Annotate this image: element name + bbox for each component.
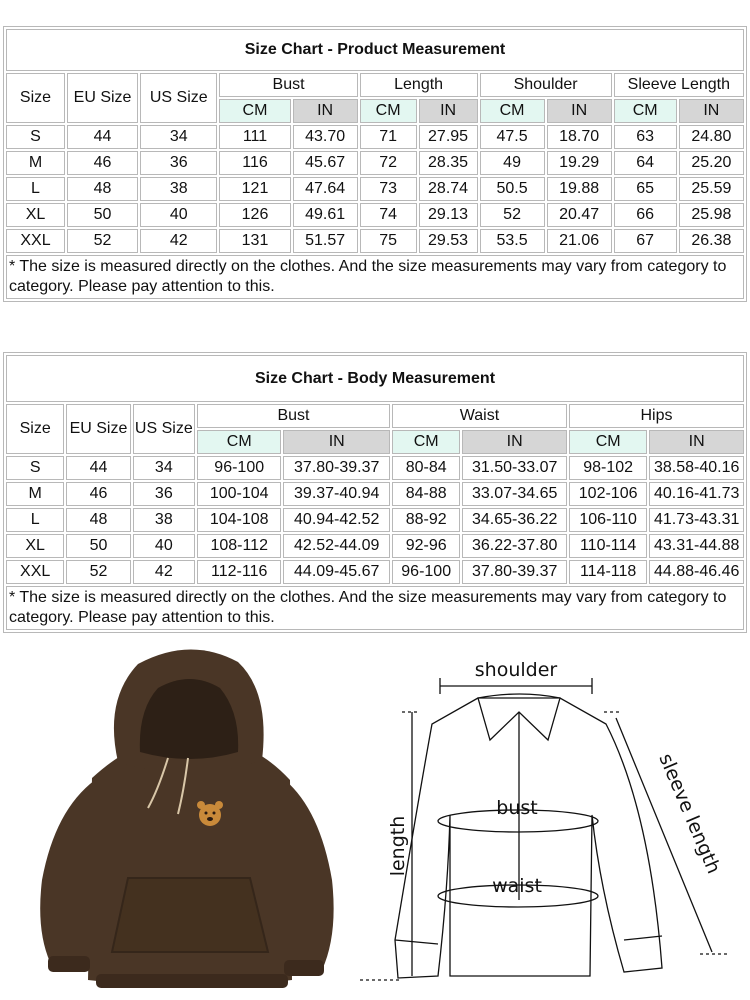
- table-cell: 75: [360, 229, 417, 253]
- table-cell: 84-88: [392, 482, 460, 506]
- table-cell: 44.88-46.46: [649, 560, 744, 584]
- table-row: [6, 229, 744, 253]
- table-cell: 43.31-44.88: [649, 534, 744, 558]
- table-cell: 24.80: [679, 125, 744, 149]
- table-cell: 28.35: [419, 151, 478, 175]
- group-header-hips: Hips: [569, 404, 744, 428]
- table-cell: 74: [360, 203, 417, 227]
- table-cell: 96-100: [392, 560, 460, 584]
- table-cell: 52: [67, 229, 138, 253]
- table-cell: 40.16-41.73: [649, 482, 744, 506]
- sleeve-length-label: sleeve length: [654, 750, 725, 877]
- table-cell: 100-104: [197, 482, 281, 506]
- table-cell: 72: [360, 151, 417, 175]
- table-cell: 43.70: [293, 125, 358, 149]
- table-cell: 18.70: [547, 125, 612, 149]
- table-row: [6, 508, 744, 532]
- table-cell: M: [6, 151, 65, 175]
- hoodie-product-image: [40, 649, 333, 988]
- col-header-size: Size: [6, 404, 64, 454]
- group-header-shoulder: Shoulder: [480, 73, 612, 97]
- table-cell: 110-114: [569, 534, 647, 558]
- bust-label: bust: [496, 797, 538, 819]
- table-cell: 50: [67, 203, 138, 227]
- table-cell: 38: [133, 508, 195, 532]
- table-cell: 46: [66, 482, 130, 506]
- product-measurement-table: [3, 26, 747, 302]
- illustration-area: [0, 640, 750, 1000]
- table-cell: XL: [6, 534, 64, 558]
- table-cell: XL: [6, 203, 65, 227]
- unit-in-header: IN: [293, 99, 358, 123]
- measurement-diagram: [360, 678, 730, 980]
- table-cell: 40: [133, 534, 195, 558]
- table-cell: 106-110: [569, 508, 647, 532]
- table-row: [6, 482, 744, 506]
- table-cell: 96-100: [197, 456, 281, 480]
- table-cell: 44: [67, 125, 138, 149]
- unit-in-header: IN: [679, 99, 744, 123]
- unit-in-header: IN: [649, 430, 744, 454]
- table-cell: 48: [66, 508, 130, 532]
- table-cell: 29.13: [419, 203, 478, 227]
- unit-cm-header: CM: [360, 99, 417, 123]
- table-cell: 65: [614, 177, 677, 201]
- table-row: [6, 151, 744, 175]
- body-table-note: * The size is measured directly on the clothes. And the size measurements may vary from category to category. Please pay attention to this.: [6, 586, 744, 630]
- table-cell: 114-118: [569, 560, 647, 584]
- table-cell: 34: [140, 125, 217, 149]
- table-row: [6, 177, 744, 201]
- table-cell: 47.64: [293, 177, 358, 201]
- table-cell: 38.58-40.16: [649, 456, 744, 480]
- table-cell: 39.37-40.94: [283, 482, 390, 506]
- table-cell: 49.61: [293, 203, 358, 227]
- table-row: [6, 534, 744, 558]
- table-row: [6, 203, 744, 227]
- table-cell: 19.88: [547, 177, 612, 201]
- table-cell: 40: [140, 203, 217, 227]
- table-cell: 21.06: [547, 229, 612, 253]
- table-cell: 36: [133, 482, 195, 506]
- table-cell: 53.5: [480, 229, 545, 253]
- table-cell: 102-106: [569, 482, 647, 506]
- table-cell: 36: [140, 151, 217, 175]
- table-cell: 92-96: [392, 534, 460, 558]
- table-cell: S: [6, 125, 65, 149]
- table-cell: 33.07-34.65: [462, 482, 567, 506]
- group-header-sleeve-length: Sleeve Length: [614, 73, 744, 97]
- table-cell: 47.5: [480, 125, 545, 149]
- table-cell: 45.67: [293, 151, 358, 175]
- table-cell: 49: [480, 151, 545, 175]
- group-header-bust: Bust: [197, 404, 390, 428]
- group-header-bust: Bust: [219, 73, 357, 97]
- table-cell: 37.80-39.37: [283, 456, 390, 480]
- table-cell: 25.20: [679, 151, 744, 175]
- table-cell: 19.29: [547, 151, 612, 175]
- table-cell: 44: [66, 456, 130, 480]
- col-header-us-size: US Size: [140, 73, 217, 123]
- col-header-size: Size: [6, 73, 65, 123]
- waist-label: waist: [492, 875, 542, 897]
- table-cell: 44.09-45.67: [283, 560, 390, 584]
- product-table-note: * The size is measured directly on the clothes. And the size measurements may vary from category to category. Please pay attention to this.: [6, 255, 744, 299]
- table-cell: 48: [67, 177, 138, 201]
- col-header-eu-size: EU Size: [66, 404, 130, 454]
- table-cell: 50.5: [480, 177, 545, 201]
- table-cell: 51.57: [293, 229, 358, 253]
- table-cell: 50: [66, 534, 130, 558]
- table-cell: 126: [219, 203, 290, 227]
- table-cell: 36.22-37.80: [462, 534, 567, 558]
- table-cell: 29.53: [419, 229, 478, 253]
- table-cell: 42.52-44.09: [283, 534, 390, 558]
- table-cell: XXL: [6, 560, 64, 584]
- table-cell: S: [6, 456, 64, 480]
- unit-cm-header: CM: [614, 99, 677, 123]
- table-cell: 25.98: [679, 203, 744, 227]
- product-table-body: [6, 125, 744, 253]
- table-cell: 111: [219, 125, 290, 149]
- table-cell: 98-102: [569, 456, 647, 480]
- table-cell: 112-116: [197, 560, 281, 584]
- group-header-waist: Waist: [392, 404, 567, 428]
- shoulder-label: shoulder: [474, 659, 558, 681]
- unit-cm-header: CM: [480, 99, 545, 123]
- unit-cm-header: CM: [569, 430, 647, 454]
- table-row: [6, 125, 744, 149]
- table-cell: 67: [614, 229, 677, 253]
- table-cell: 46: [67, 151, 138, 175]
- table-cell: 38: [140, 177, 217, 201]
- table-row: [6, 456, 744, 480]
- table-cell: 88-92: [392, 508, 460, 532]
- unit-in-header: IN: [283, 430, 390, 454]
- table-cell: 26.38: [679, 229, 744, 253]
- unit-in-header: IN: [462, 430, 567, 454]
- unit-in-header: IN: [419, 99, 478, 123]
- table-cell: 52: [480, 203, 545, 227]
- unit-in-header: IN: [547, 99, 612, 123]
- table-cell: XXL: [6, 229, 65, 253]
- table-cell: 25.59: [679, 177, 744, 201]
- length-label: length: [387, 815, 409, 877]
- product-table-title: Size Chart - Product Measurement: [6, 29, 744, 71]
- table-cell: 34.65-36.22: [462, 508, 567, 532]
- table-cell: 73: [360, 177, 417, 201]
- unit-cm-header: CM: [197, 430, 281, 454]
- body-table-title: Size Chart - Body Measurement: [6, 355, 744, 402]
- table-cell: 40.94-42.52: [283, 508, 390, 532]
- table-cell: 66: [614, 203, 677, 227]
- body-measurement-table: [3, 352, 747, 633]
- table-cell: 28.74: [419, 177, 478, 201]
- unit-cm-header: CM: [219, 99, 290, 123]
- table-cell: 37.80-39.37: [462, 560, 567, 584]
- col-header-eu-size: EU Size: [67, 73, 138, 123]
- table-cell: 42: [140, 229, 217, 253]
- table-cell: 71: [360, 125, 417, 149]
- table-cell: 121: [219, 177, 290, 201]
- table-cell: L: [6, 508, 64, 532]
- table-cell: 108-112: [197, 534, 281, 558]
- table-cell: 52: [66, 560, 130, 584]
- table-cell: 104-108: [197, 508, 281, 532]
- table-cell: 131: [219, 229, 290, 253]
- table-cell: 63: [614, 125, 677, 149]
- table-cell: 80-84: [392, 456, 460, 480]
- col-header-us-size: US Size: [133, 404, 195, 454]
- table-row: [6, 560, 744, 584]
- table-cell: 20.47: [547, 203, 612, 227]
- table-cell: 31.50-33.07: [462, 456, 567, 480]
- group-header-length: Length: [360, 73, 478, 97]
- table-cell: 42: [133, 560, 195, 584]
- unit-cm-header: CM: [392, 430, 460, 454]
- shirt-outline: [395, 698, 662, 978]
- table-cell: 34: [133, 456, 195, 480]
- table-cell: 27.95: [419, 125, 478, 149]
- table-cell: 116: [219, 151, 290, 175]
- table-cell: L: [6, 177, 65, 201]
- table-cell: 64: [614, 151, 677, 175]
- body-table-body: [6, 456, 744, 584]
- table-cell: 41.73-43.31: [649, 508, 744, 532]
- table-cell: M: [6, 482, 64, 506]
